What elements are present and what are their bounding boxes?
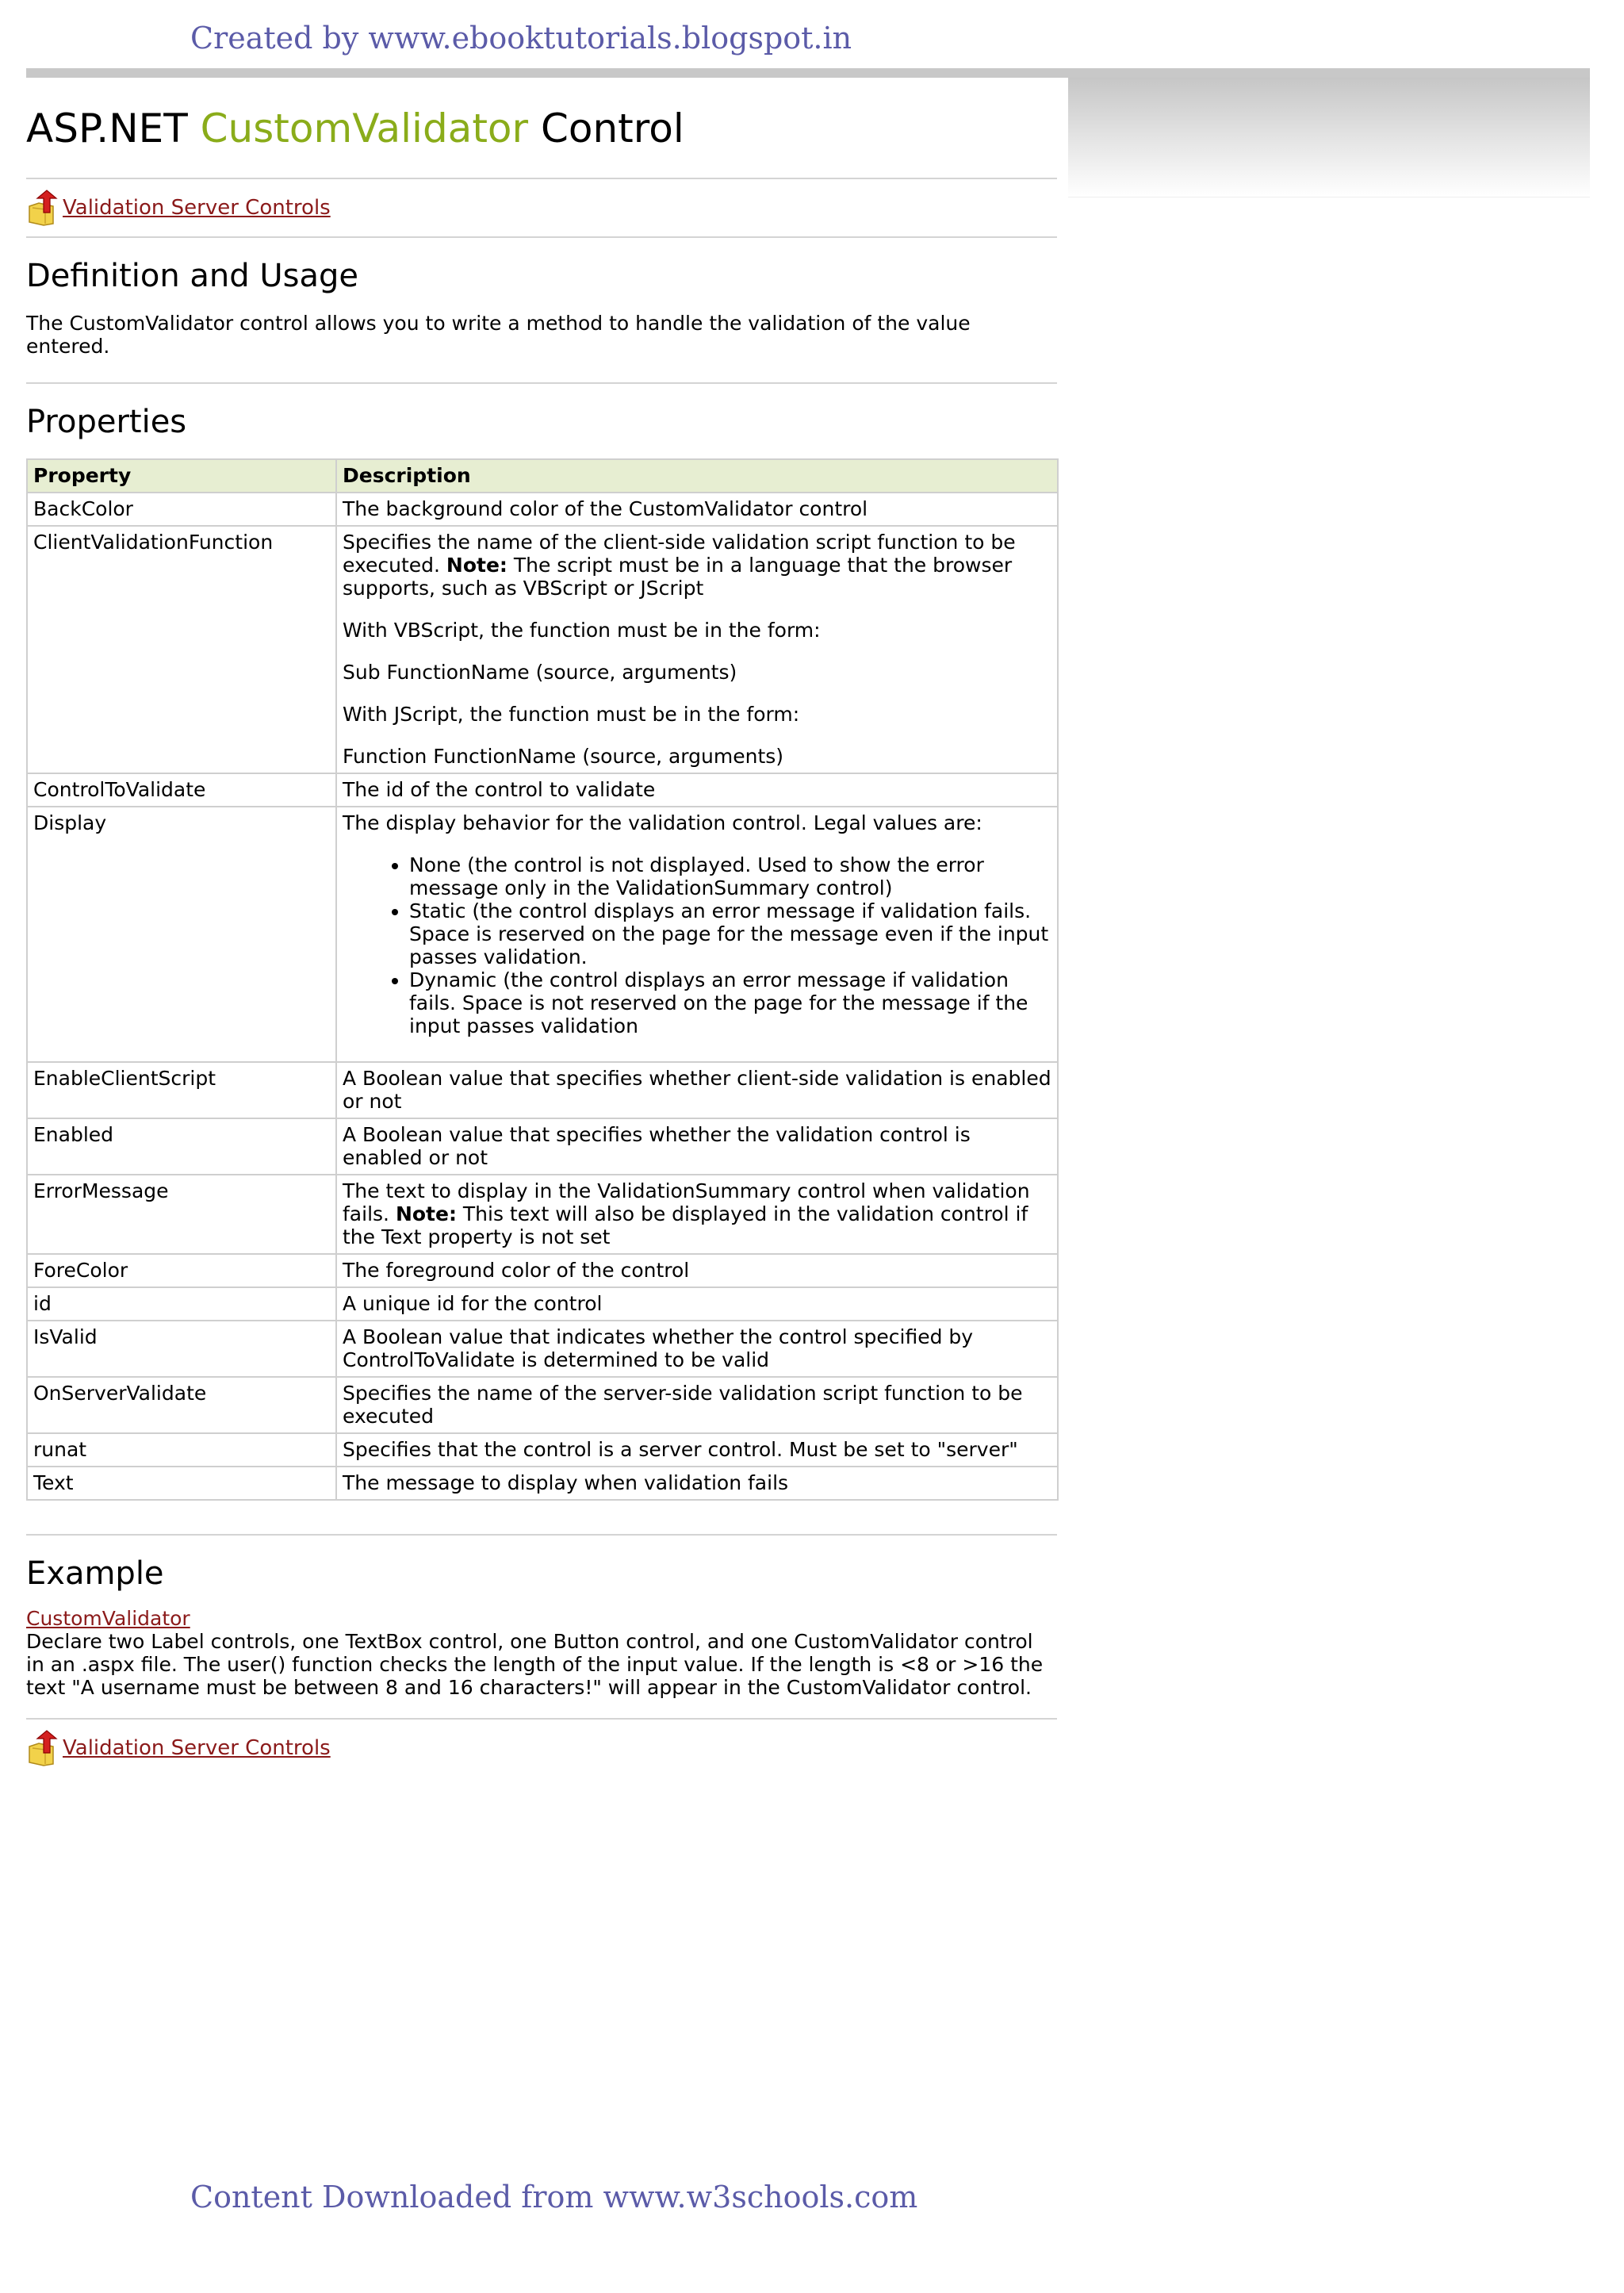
properties-table	[26, 458, 1059, 1501]
property-description: The id of the control to validate	[336, 773, 1058, 807]
description-paragraph: With VBScript, the function must be in the form:	[343, 619, 821, 642]
example-text: Declare two Label controls, one TextBox control, one Button control, and one CustomValidator control in an .aspx file. The user() function checks the length of the input value. If the length is <8 or >16 the text "A username must be between 8 and 16 characters!" will appear in the CustomValidator control.	[26, 1630, 1044, 1699]
description-text: The display behavior for the validation control. Legal values are:	[343, 811, 982, 834]
property-name: ErrorMessage	[27, 1175, 336, 1254]
table-row	[27, 1377, 1058, 1433]
example-heading: Example	[26, 1555, 164, 1592]
back-link-label: Validation Server Controls	[63, 1736, 331, 1760]
property-name: ClientValidationFunction	[27, 526, 336, 773]
property-name: OnServerValidate	[27, 1377, 336, 1433]
property-description: The foreground color of the control	[336, 1254, 1058, 1287]
description-paragraph: Sub FunctionName (source, arguments)	[343, 661, 737, 684]
property-name: Enabled	[27, 1118, 336, 1175]
description-paragraph: With JScript, the function must be in the form:	[343, 703, 800, 726]
table-row	[27, 526, 1058, 773]
table-header-row	[27, 459, 1058, 493]
folder-up-arrow-icon	[26, 189, 58, 227]
right-gradient-panel	[1068, 78, 1590, 197]
title-prefix: ASP.NET	[26, 105, 201, 151]
watermark-bottom: Content Downloaded from www.w3schools.com	[190, 2180, 918, 2214]
property-description	[336, 1175, 1058, 1254]
note-label: Note:	[395, 1202, 457, 1225]
property-description: A unique id for the control	[336, 1287, 1058, 1321]
table-row	[27, 493, 1058, 526]
property-description	[336, 807, 1058, 1062]
top-divider-bar	[26, 68, 1590, 78]
table-row	[27, 1467, 1058, 1500]
main-content	[26, 78, 1057, 1777]
property-description: A Boolean value that specifies whether client-side validation is enabled or not	[336, 1062, 1058, 1118]
back-link-top[interactable]	[26, 189, 331, 227]
property-description: Specifies that the control is a server control. Must be set to "server"	[336, 1433, 1058, 1467]
table-row	[27, 1433, 1058, 1467]
watermark-top: Created by www.ebooktutorials.blogspot.in	[190, 21, 852, 56]
divider	[26, 382, 1057, 384]
folder-up-arrow-icon	[26, 1729, 58, 1767]
description-text: The text to display in the ValidationSummary control when validation fails.	[343, 1179, 1030, 1225]
property-name: runat	[27, 1433, 336, 1467]
property-name: BackColor	[27, 493, 336, 526]
property-name: EnableClientScript	[27, 1062, 336, 1118]
definition-text: The CustomValidator control allows you to write a method to handle the validation of the value entered.	[26, 312, 971, 358]
column-header-property: Property	[27, 459, 336, 493]
properties-heading: Properties	[26, 404, 187, 440]
property-name: ControlToValidate	[27, 773, 336, 807]
nav-row-top	[26, 179, 1057, 236]
table-row	[27, 1062, 1058, 1118]
property-description: The message to display when validation fails	[336, 1467, 1058, 1500]
nav-row-bottom	[26, 1720, 1057, 1777]
property-name: id	[27, 1287, 336, 1321]
back-link-bottom[interactable]	[26, 1729, 331, 1767]
property-name: Text	[27, 1467, 336, 1500]
page-title	[26, 78, 1057, 178]
example-link[interactable]: CustomValidator	[26, 1607, 190, 1630]
property-description: A Boolean value that specifies whether the validation control is enabled or not	[336, 1118, 1058, 1175]
title-accent: CustomValidator	[200, 105, 529, 151]
table-row	[27, 1321, 1058, 1377]
divider	[26, 236, 1057, 238]
list-item: • Dynamic (the control displays an error message if validation fails. Space is not reserved on the page for the message if the input passes validation	[409, 968, 1051, 1037]
description-text: Specifies the name of the client-side validation script function to be executed.	[343, 531, 1016, 577]
display-values-list	[343, 853, 1051, 1037]
definition-heading: Definition and Usage	[26, 258, 359, 294]
column-header-description: Description	[336, 459, 1058, 493]
property-description	[336, 526, 1058, 773]
table-row	[27, 773, 1058, 807]
table-row	[27, 1254, 1058, 1287]
property-name: IsValid	[27, 1321, 336, 1377]
list-item: • Static (the control displays an error message if validation fails. Space is reserved on the page for the message even if the input passes validation.	[409, 899, 1051, 968]
divider	[26, 1534, 1057, 1536]
property-description: The background color of the CustomValidator control	[336, 493, 1058, 526]
title-suffix: Control	[528, 105, 684, 151]
table-row	[27, 1175, 1058, 1254]
description-text: The script must be in a language that the browser supports, such as VBScript or JScript	[343, 554, 1013, 600]
table-row	[27, 1118, 1058, 1175]
property-name: Display	[27, 807, 336, 1062]
property-description: A Boolean value that indicates whether the control specified by ControlToValidate is determined to be valid	[336, 1321, 1058, 1377]
description-paragraph: Function FunctionName (source, arguments)	[343, 745, 784, 768]
table-row	[27, 807, 1058, 1062]
list-item: • None (the control is not displayed. Used to show the error message only in the ValidationSummary control)	[409, 853, 1051, 899]
description-text: This text will also be displayed in the validation control if the Text property is not set	[343, 1202, 1028, 1248]
property-description: Specifies the name of the server-side validation script function to be executed	[336, 1377, 1058, 1433]
table-row	[27, 1287, 1058, 1321]
property-name: ForeColor	[27, 1254, 336, 1287]
back-link-label: Validation Server Controls	[63, 196, 331, 220]
note-label: Note:	[446, 554, 508, 577]
